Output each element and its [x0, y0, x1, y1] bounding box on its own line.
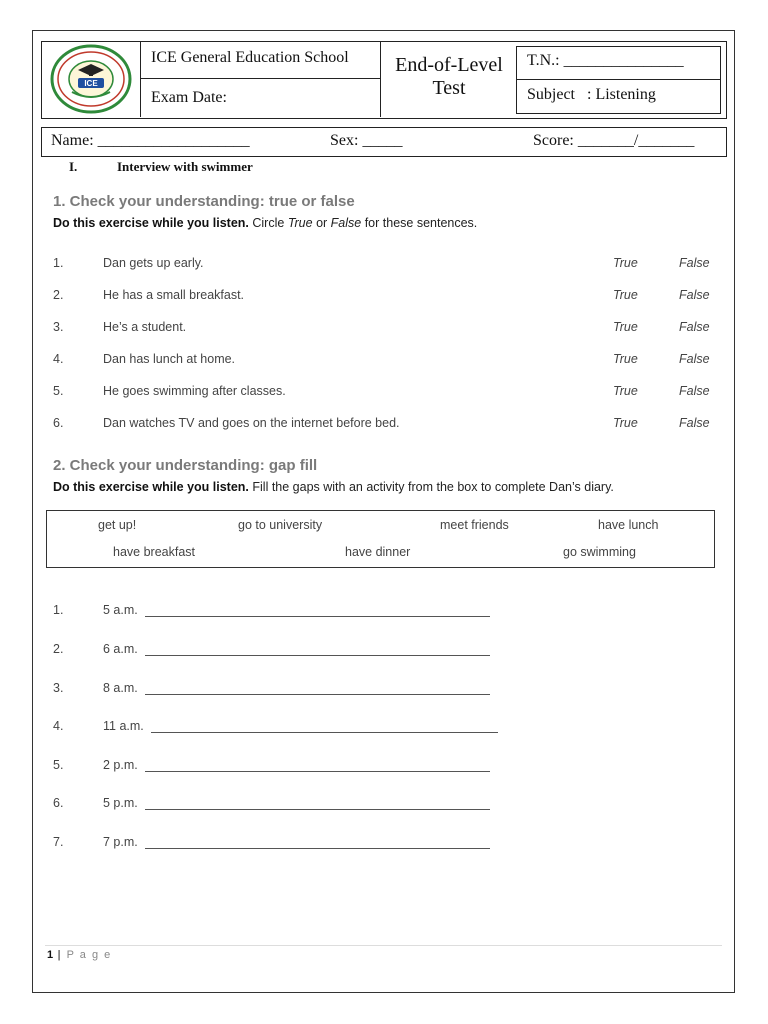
- section-number: I.: [69, 159, 78, 174]
- false-option[interactable]: False: [679, 416, 710, 430]
- tf-item-text: Dan gets up early.: [103, 256, 204, 270]
- tf-item-text: He goes swimming after classes.: [103, 384, 286, 398]
- tf-item: [53, 352, 723, 370]
- student-info-bar: [41, 127, 727, 157]
- exam-date-label: Exam Date:: [151, 89, 227, 106]
- gap-item-time: 6 a.m.: [103, 642, 138, 656]
- gap-item-number: 3.: [53, 681, 64, 695]
- answer-line[interactable]: [145, 848, 490, 849]
- footer-separator: |: [53, 949, 67, 961]
- answer-line[interactable]: [145, 694, 490, 695]
- false-option[interactable]: False: [679, 352, 710, 366]
- tf-item-text: He’s a student.: [103, 320, 187, 334]
- tf-item: [53, 384, 723, 402]
- gap-item-time: 8 a.m.: [103, 681, 138, 695]
- exercise2-instruction: [53, 480, 614, 494]
- gap-item-number: 2.: [53, 642, 64, 656]
- gap-item: [53, 719, 523, 737]
- tf-item-text: Dan watches TV and goes on the internet before bed.: [103, 416, 400, 430]
- tf-item-number: 6.: [53, 416, 64, 430]
- tf-item: [53, 256, 723, 274]
- exercise1-instruction-mid: or: [312, 216, 331, 230]
- gap-item: [53, 681, 523, 699]
- test-title-line2: Test: [432, 77, 466, 99]
- school-seal-icon: [42, 42, 140, 117]
- gap-item-number: 7.: [53, 835, 64, 849]
- name-field[interactable]: Name: ___________________: [51, 132, 250, 149]
- page-footer: [47, 949, 112, 961]
- word-item: have breakfast: [113, 545, 195, 559]
- word-item: go swimming: [563, 545, 636, 559]
- answer-line[interactable]: [145, 616, 490, 617]
- answer-line[interactable]: [151, 732, 498, 733]
- gap-item: [53, 835, 523, 853]
- tf-item-number: 3.: [53, 320, 64, 334]
- subject-label: Subject : Listening: [527, 86, 656, 103]
- gap-item: [53, 758, 523, 776]
- false-option[interactable]: False: [679, 288, 710, 302]
- tf-item-text: Dan has lunch at home.: [103, 352, 236, 366]
- false-option[interactable]: False: [679, 320, 710, 334]
- gap-item-time: 11 a.m.: [103, 719, 144, 733]
- answer-line[interactable]: [145, 771, 490, 772]
- header-table: [41, 41, 727, 119]
- exercise2-title: 2. Check your understanding: gap fill: [53, 457, 318, 474]
- exercise1-instruction: [53, 216, 477, 230]
- exercise1-instruction-true: True: [287, 216, 313, 230]
- gap-item: [53, 603, 523, 621]
- tf-item-number: 1.: [53, 256, 64, 270]
- exercise2-instruction-rest: Fill the gaps with an activity from the box to complete Dan’s diary.: [248, 480, 614, 494]
- gap-item-number: 4.: [53, 719, 64, 733]
- tf-item-text: He has a small breakfast.: [103, 288, 245, 302]
- tf-item: [53, 288, 723, 306]
- section-title: Interview with swimmer: [117, 159, 253, 174]
- word-item: have lunch: [598, 518, 659, 532]
- exercise1-instruction-post: for these sentences.: [361, 216, 478, 230]
- gap-item-number: 1.: [53, 603, 64, 617]
- word-item: get up!: [98, 518, 137, 532]
- true-option[interactable]: True: [613, 384, 638, 398]
- teacher-name-field[interactable]: T.N.: _______________: [527, 52, 684, 69]
- page-label: P a g e: [66, 949, 112, 961]
- answer-line[interactable]: [145, 655, 490, 656]
- exercise1-instruction-bold: Do this exercise while you listen.: [53, 216, 249, 230]
- test-title: [383, 42, 515, 117]
- gap-item-number: 6.: [53, 796, 64, 810]
- sex-field[interactable]: Sex: _____: [330, 132, 403, 149]
- gap-item-time: 7 p.m.: [103, 835, 138, 849]
- tf-item-number: 4.: [53, 352, 64, 366]
- gap-item-number: 5.: [53, 758, 64, 772]
- word-item: meet friends: [440, 518, 509, 532]
- true-option[interactable]: True: [613, 416, 638, 430]
- gap-item: [53, 796, 523, 814]
- exercise2-instruction-bold: Do this exercise while you listen.: [53, 480, 249, 494]
- school-logo: [42, 42, 141, 117]
- answer-line[interactable]: [145, 809, 490, 810]
- score-field[interactable]: Score: _______/_______: [533, 132, 695, 149]
- true-option[interactable]: True: [613, 352, 638, 366]
- true-option[interactable]: True: [613, 320, 638, 334]
- exam-date-cell: [141, 79, 381, 117]
- school-name: ICE General Education School: [151, 49, 349, 66]
- exercise1-title: 1. Check your understanding: true or false: [53, 193, 355, 210]
- gap-item-time: 5 p.m.: [103, 796, 138, 810]
- false-option[interactable]: False: [679, 256, 710, 270]
- exam-page: [32, 30, 735, 993]
- gap-item-time: 5 a.m.: [103, 603, 138, 617]
- school-name-cell: [141, 42, 381, 79]
- exercise1-instruction-pre: Circle: [248, 216, 288, 230]
- false-option[interactable]: False: [679, 384, 710, 398]
- teacher-name-cell: [516, 46, 721, 80]
- tf-item: [53, 320, 723, 338]
- word-item: have dinner: [345, 545, 411, 559]
- tf-item: [53, 416, 723, 434]
- subject-cell: [516, 80, 721, 114]
- exercise1-instruction-false: False: [330, 216, 362, 230]
- tf-item-number: 2.: [53, 288, 64, 302]
- word-box: [46, 510, 715, 568]
- logo-text: ICE: [84, 79, 98, 88]
- word-item: go to university: [238, 518, 323, 532]
- gap-item-time: 2 p.m.: [103, 758, 138, 772]
- page-number: 1: [47, 949, 54, 961]
- tf-item-number: 5.: [53, 384, 64, 398]
- true-option[interactable]: True: [613, 256, 638, 270]
- test-title-line1: End-of-Level: [395, 54, 503, 76]
- true-option[interactable]: True: [613, 288, 638, 302]
- footer-divider: [45, 945, 722, 946]
- gap-item: [53, 642, 523, 660]
